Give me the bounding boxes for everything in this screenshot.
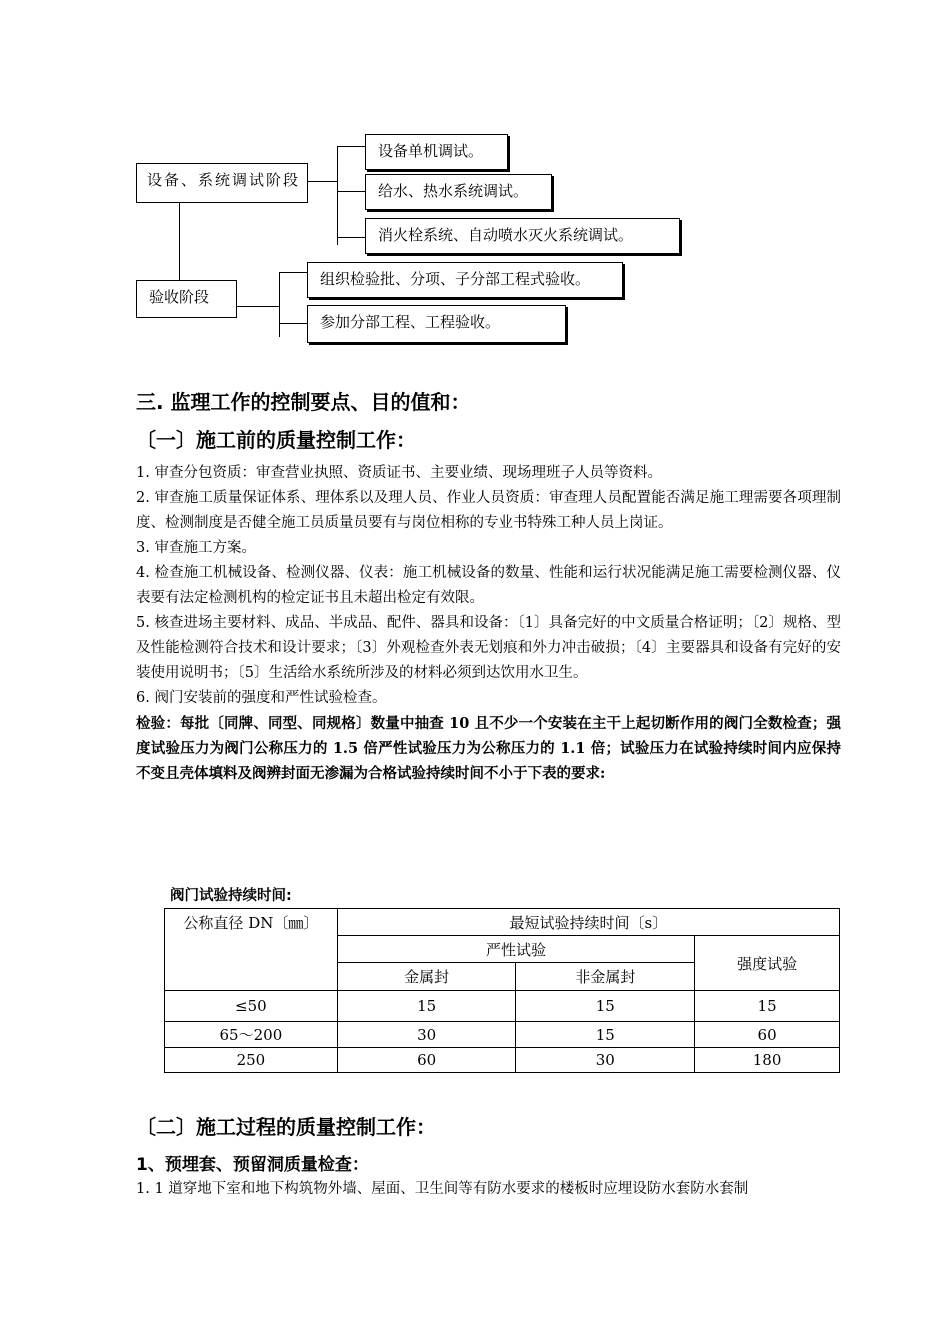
table-cell: 30 <box>516 1048 695 1073</box>
connector <box>279 272 307 273</box>
table-cell: ≤50 <box>165 991 338 1022</box>
bracket <box>279 272 280 337</box>
header-nonmetal-seal: 非金属封 <box>516 963 695 991</box>
table-cell: 30 <box>337 1022 516 1048</box>
header-time: 最短试验持续时间〔s〕 <box>337 909 839 936</box>
list-item: 4. 检查施工机械设备、检测仪器、仪表：施工机械设备的数量、性能和运行状况能满足施工需要检测仪器、仪表要有法定检测机构的检定证书且未超出检定有效限。 <box>136 565 841 606</box>
table-cell: 250 <box>165 1048 338 1073</box>
list-item: 5. 核查进场主要材料、成品、半成品、配件、器具和设备：〔1〕具备完好的中文质量合格证明；〔2〕规格、型及性能检测符合技术和设计要求；〔3〕外观检查外表无划痕和外力冲击破损；〔4〕主要器具和设备有完好的安装使用说明书；〔5〕生活给水系统所涉及的材料必须到达饮用水卫生。 <box>136 615 841 681</box>
table-cell: 65～200 <box>165 1022 338 1048</box>
connector <box>337 191 365 192</box>
table-cell: 15 <box>695 991 840 1022</box>
connector <box>279 323 307 324</box>
inspection-note: 检验：每批〔同牌、同型、同规格〕数量中抽查 10 且不少一个安装在主干上起切断作用的阀门全数检查；强度试验压力为阀门公称压力的 1.5 倍严性试验压力为公称压力的 1.1 倍；试验压力在试验持续时间内应保持不变且壳体填料及阀辨封面无渗漏为合格试验持续时间不小于下表的要求: <box>136 715 841 782</box>
step-box-5: 参加分部工程、工程验收。 <box>307 305 566 343</box>
table-row <box>165 1022 840 1048</box>
header-metal-seal: 金属封 <box>337 963 516 991</box>
table-caption: 阀门试验持续时间: <box>170 888 292 904</box>
paragraph: 1. 1 道穿地下室和地下构筑物外墙、屋面、卫生间等有防水要求的楼板时应埋设防水套防水套制 <box>136 1181 749 1197</box>
step-box-3: 消火栓系统、自动喷水灭火系统调试。 <box>365 218 680 254</box>
header-tightness: 严性试验 <box>337 936 694 963</box>
list-item: 6. 阀门安装前的强度和严性试验检查。 <box>136 690 387 706</box>
connector <box>308 181 338 182</box>
table-cell: 60 <box>337 1048 516 1073</box>
list-item: 1. 审查分包资质：审查营业执照、资质证书、主要业绩、现场理班子人员等资料。 <box>136 465 662 481</box>
list-item: 2. 审查施工质量保证体系、理体系以及理人员、作业人员资质：审查理人员配置能否满足施工理需要各项理制度、检测制度是否健全施工员质量员要有与岗位相称的专业书特殊工种人员上岗证。 <box>136 490 841 531</box>
header-dn: 公称直径 DN〔㎜〕 <box>165 909 338 991</box>
stage-box-debug: 设备、系统调试阶段 <box>136 163 308 203</box>
table-row <box>165 991 840 1022</box>
valve-test-table <box>164 908 840 1073</box>
item-heading: 1、预埋套、预留洞质量检查： <box>136 1155 369 1175</box>
bracket <box>337 146 338 245</box>
table-cell: 15 <box>516 1022 695 1048</box>
table-row <box>165 1048 840 1073</box>
list-item: 3. 审查施工方案。 <box>136 540 256 556</box>
table-cell: 180 <box>695 1048 840 1073</box>
step-box-4: 组织检验批、分项、子分部工程式验收。 <box>307 262 623 298</box>
table-cell: 60 <box>695 1022 840 1048</box>
table-cell: 15 <box>516 991 695 1022</box>
connector <box>179 203 180 281</box>
connector <box>337 146 365 147</box>
stage-box-acceptance: 验收阶段 <box>136 280 237 318</box>
subsection-heading: 〔一〕施工前的质量控制工作： <box>136 428 416 452</box>
table-cell: 15 <box>337 991 516 1022</box>
connector <box>337 237 365 238</box>
section-heading: 三. 监理工作的控制要点、目的值和： <box>136 390 471 414</box>
item-list <box>136 461 841 786</box>
header-strength: 强度试验 <box>695 936 840 991</box>
subsection-heading-2: 〔二〕施工过程的质量控制工作： <box>136 1115 436 1139</box>
step-box-2: 给水、热水系统调试。 <box>365 174 552 210</box>
connector <box>237 306 280 307</box>
step-box-1: 设备单机调试。 <box>365 134 508 170</box>
